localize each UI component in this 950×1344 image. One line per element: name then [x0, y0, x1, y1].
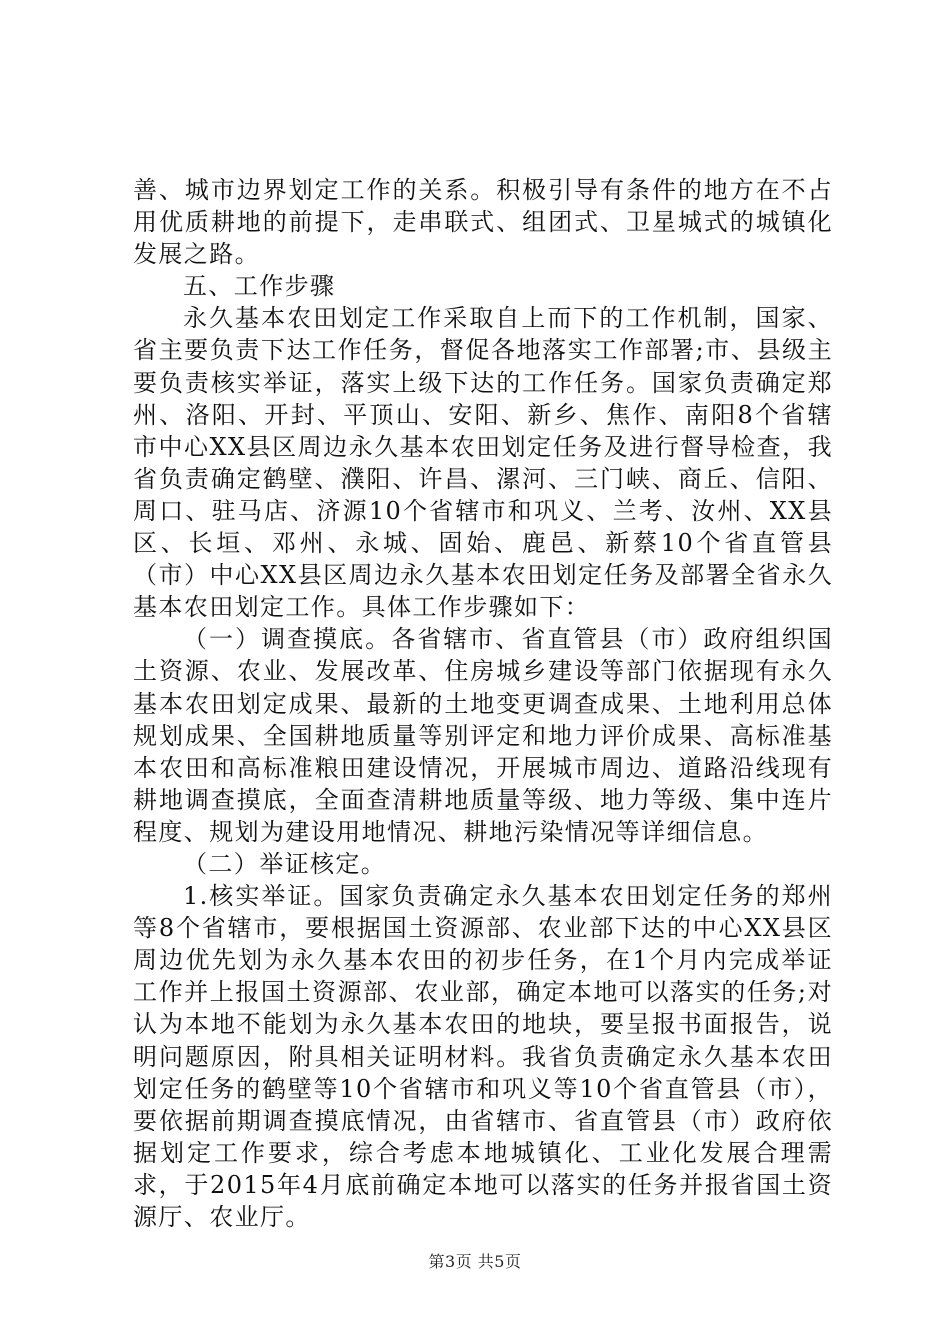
paragraph-continuation: 善、城市边界划定工作的关系。积极引导有条件的地方在不占用优质耕地的前提下，走串联式、组团式、卫星城式的城镇化发展之路。: [133, 176, 833, 269]
document-body: [133, 174, 833, 1233]
paragraph-work-mechanism: 永久基本农田划定工作采取自上而下的工作机制，国家、省主要负责下达工作任务，督促各地落实工作部署;市、县级主要负责核实举证，落实上级下达的工作任务。国家负责确定郑州、洛阳、开封、平顶山、安阳、新乡、焦作、南阳8个省辖市中心XX县区周边永久基本农田划定任务及进行督导检查，我省负责确定鹤壁、濮阳、许昌、漯河、三门峡、商丘、信阳、周口、驻马店、济源10个省辖市和巩义、兰考、汝州、XX县区、长垣、邓州、永城、固始、鹿邑、新蔡10个省直管县（市）中心XX县区周边永久基本农田划定任务及部署全省永久基本农田划定工作。具体工作步骤如下：: [133, 304, 833, 622]
paragraph-verification: 1.核实举证。国家负责确定永久基本农田划定任务的郑州等8个省辖市，要根据国土资源部、农业部下达的中心XX县区周边优先划为永久基本农田的初步任务，在1个月内完成举证工作并上报国土资源部、农业部，确定本地可以落实的任务;对认为本地不能划为永久基本农田的地块，要呈报书面报告，说明问题原因，附具相关证明材料。我省负责确定永久基本农田划定任务的鹤壁等10个省辖市和巩义等10个省直管县（市），要依据前期调查摸底情况，由省辖市、省直管县（市）政府依据划定工作要求，综合考虑本地城镇化、工业化发展合理需求，于2015年4月底前确定本地可以落实的任务并报省国土资源厅、农业厅。: [133, 882, 833, 1231]
paragraph-survey: （一）调查摸底。各省辖市、省直管县（市）政府组织国土资源、农业、发展改革、住房城乡建设等部门依据现有永久基本农田划定成果、最新的土地变更调查成果、土地利用总体规划成果、全国耕地质量等别评定和地力评价成果、高标准基本农田和高标准粮田建设情况，开展城市周边、道路沿线现有耕地调查摸底，全面查清耕地质量等级、地力等级、集中连片程度、规划为建设用地情况、耕地污染情况等详细信息。: [133, 625, 833, 846]
sub-heading-verification: （二）举证核定。: [183, 849, 387, 878]
section-heading: 五、工作步骤: [183, 272, 336, 301]
page-number: 第3页 共5页: [428, 1252, 522, 1271]
